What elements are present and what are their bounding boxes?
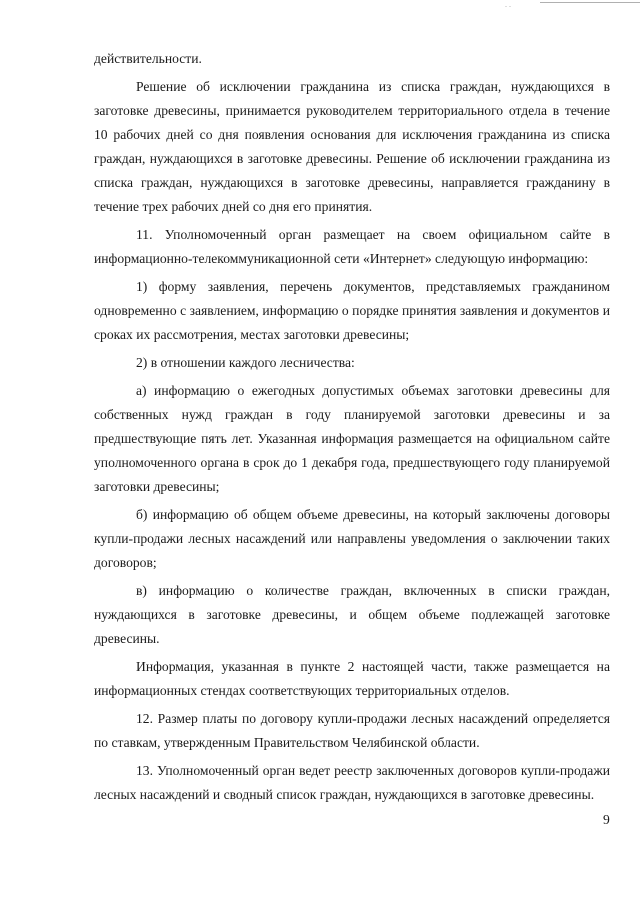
paragraph-continuation: действительности. (94, 51, 202, 66)
paragraph-subitem-a: а) информацию о ежегодных допустимых объемах заготовки древесины для собственных нужд граждан в году планируемой заготовки древесины и за предшествующие пять лет. Указанная информация размещается на официальном сайте уполномоченного органа в срок до 1 декабря года, предшествующего году планируемой заготовки древесины; (94, 383, 610, 494)
page-number: 9 (603, 812, 610, 827)
paragraph-subitem-v: в) информацию о количестве граждан, включенных в списки граждан, нуждающихся в заготовке древесины, и общем объеме подлежащей заготовке древесины. (94, 583, 610, 646)
top-rule-line (540, 2, 640, 3)
document-body (94, 47, 610, 807)
header-marks: . . (505, 0, 511, 9)
paragraph-item-12: 12. Размер платы по договору купли-продажи лесных насаждений определяется по ставкам, утвержденным Правительством Челябинской области. (94, 711, 610, 750)
paragraph-item-11: 11. Уполномоченный орган размещает на своем официальном сайте в информационно-телекоммуникационной сети «Интернет» следующую информацию: (94, 227, 610, 266)
paragraph-subitem-2: 2) в отношении каждого лесничества: (136, 355, 355, 370)
paragraph-item-13: 13. Уполномоченный орган ведет реестр заключенных договоров купли-продажи лесных насаждений и сводный список граждан, нуждающихся в заготовке древесины. (94, 763, 610, 802)
paragraph-exclusion-decision: Решение об исключении гражданина из списка граждан, нуждающихся в заготовке древесины, принимается руководителем территориального отдела в течение 10 рабочих дней со дня появления основания для исключения гражданина из списка граждан, нуждающихся в заготовке древесины. Решение об исключении гражданина из списка граждан, нуждающихся в заготовке древесины, направляется гражданину в течение трех рабочих дней со дня его принятия. (94, 79, 610, 214)
paragraph-subitem-b: б) информацию об общем объеме древесины, на который заключены договоры купли-продажи лесных насаждений или направлены уведомления о заключении таких договоров; (94, 507, 610, 570)
paragraph-subitem-1: 1) форму заявления, перечень документов, представляемых гражданином одновременно с заявлением, информацию о порядке принятия заявления и документов и сроках их рассмотрения, местах заготовки древесины; (94, 279, 610, 342)
paragraph-info-stands: Информация, указанная в пункте 2 настоящей части, также размещается на информационных стендах соответствующих территориальных отделов. (94, 659, 610, 698)
